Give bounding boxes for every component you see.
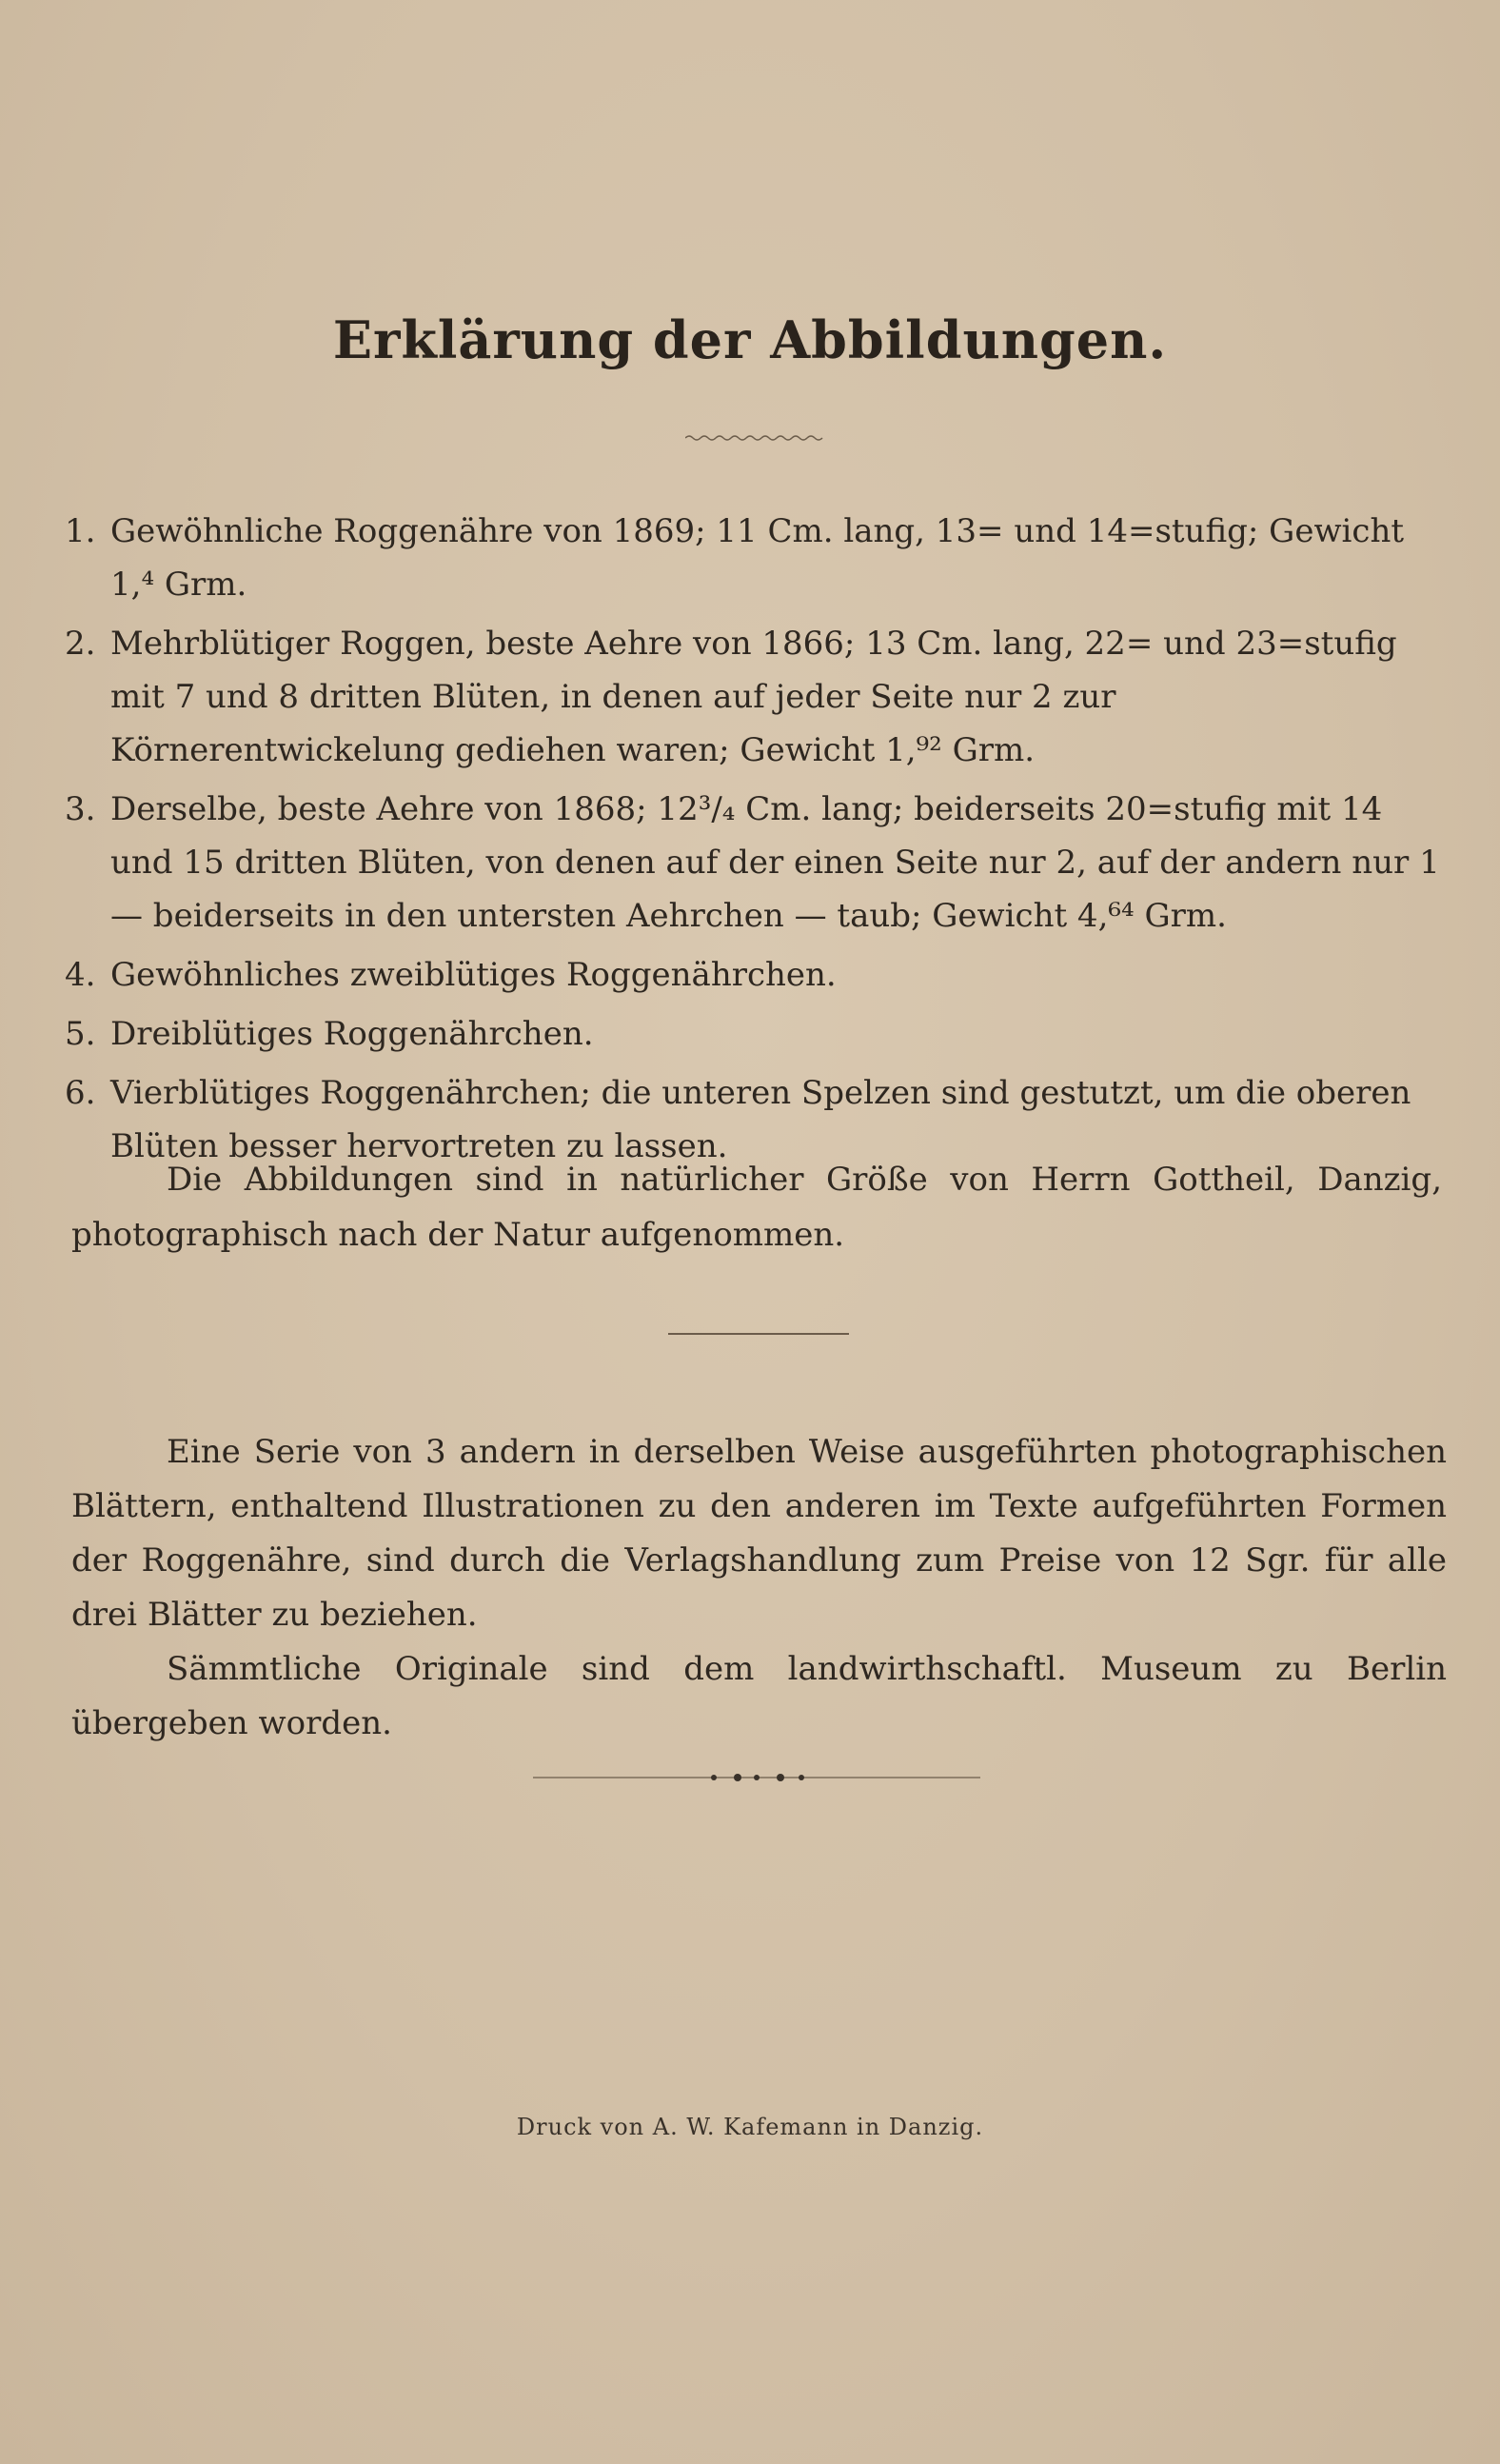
item-text: Vierblütiges Roggenährchen; die unteren Spelzen sind gestutzt, um die oberen Blüten besser hervortreten zu lassen. — [110, 1074, 1411, 1165]
item-text: Derselbe, beste Aehre von 1868; 12³/₄ Cm. lang; beiderseits 20=stufig mit 14 und 15 dritten Blüten, von denen auf der einen Seite nur 2, auf der andern nur 1 — beiderseits in den untersten Aehrchen — taub; Gewicht 4,⁶⁴ Grm. — [110, 790, 1440, 935]
museum-text: Sämmtliche Originale sind dem landwirthschaftl. Museum zu Berlin übergeben worden. — [71, 1650, 1447, 1742]
separator-line — [668, 1333, 849, 1335]
page-title: Erklärung der Abbildungen. — [332, 309, 1168, 370]
list-item — [65, 617, 1445, 777]
item-text: Mehrblütiger Roggen, beste Aehre von 1866; 13 Cm. lang, 22= und 23=stufig mit 7 und 8 dritten Blüten, in denen auf jeder Seite nur 2 zur Körnerentwickelung gediehen waren; Gewicht 1,⁹² Grm. — [110, 625, 1397, 769]
list-item — [65, 783, 1445, 943]
item-number: 2. — [65, 625, 96, 663]
list-item — [65, 505, 1445, 611]
item-number: 5. — [65, 1015, 96, 1053]
item-number: 3. — [65, 790, 96, 828]
item-number: 4. — [65, 956, 96, 994]
series-notice — [71, 1425, 1447, 1751]
item-number: 1. — [65, 512, 96, 550]
item-text: Gewöhnliche Roggenähre von 1869; 11 Cm. lang, 13= und 14=stufig; Gewicht 1,⁴ Grm. — [110, 512, 1405, 604]
item-text: Gewöhnliches zweiblütiges Roggenährchen. — [110, 956, 837, 994]
photo-note: Die Abbildungen sind in natürlicher Größe von Herrn Gottheil, Danzig, photographisch nach der Natur aufgenommen. — [71, 1161, 1442, 1254]
printer-imprint: Druck von A. W. Kafemann in Danzig. — [516, 2114, 984, 2140]
figure-list — [65, 505, 1445, 1179]
list-item — [65, 948, 1445, 1002]
series-text: Eine Serie von 3 andern in derselben Weise ausgeführten photographischen Blättern, enthaltend Illustrationen zu den anderen im Texte aufgeführten Formen der Roggenähre, sind durch die Verlagshandlung zum Preise von 12 Sgr. für alle drei Blätter zu beziehen. — [71, 1433, 1447, 1634]
list-item — [65, 1007, 1445, 1061]
ornamental-rule — [533, 1771, 980, 1784]
item-number: 6. — [65, 1074, 96, 1112]
title-wavy-rule — [685, 434, 823, 442]
item-text: Dreiblütiges Roggenährchen. — [110, 1015, 594, 1053]
